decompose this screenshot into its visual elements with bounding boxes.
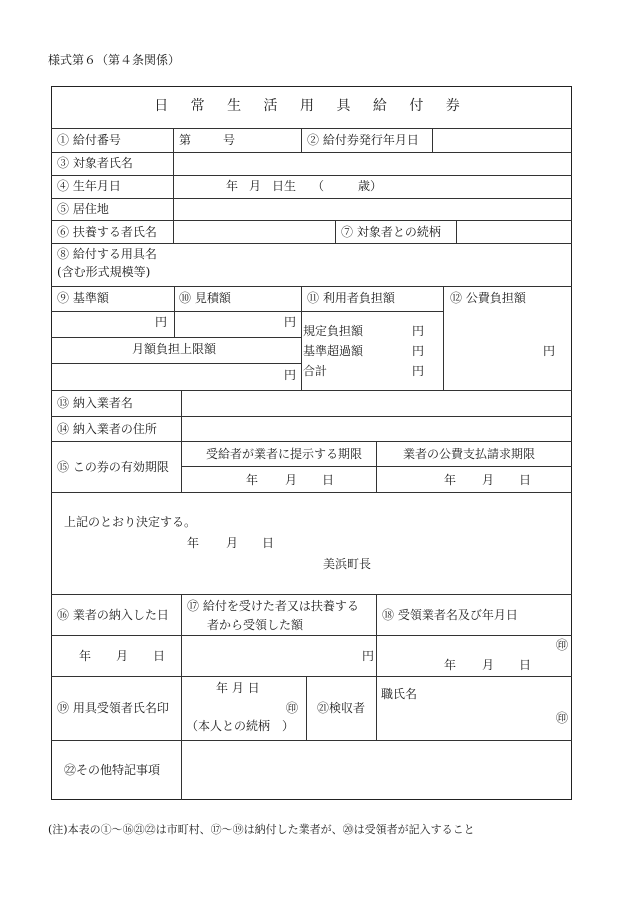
divider <box>432 128 433 152</box>
delivery-day: 日 <box>153 649 166 663</box>
divider <box>456 220 457 243</box>
divider <box>301 128 302 152</box>
seal-mark: ㊞ <box>286 701 299 715</box>
relation-label: ⑦ 対象者との続柄 <box>341 225 441 239</box>
recipient-name-label: ③ 対象者氏名 <box>57 156 133 170</box>
birth-day: 日生 <box>272 179 297 193</box>
divider <box>51 416 572 417</box>
decision-text: 上記のとおり決定する。 <box>64 515 197 529</box>
user-burden-label: ⑪ 利用者負担額 <box>307 291 395 305</box>
yen-unit: 円 <box>412 364 425 378</box>
delivery-date-label: ⑯ 業者の納入した日 <box>57 608 169 622</box>
vendor-year: 年 <box>444 658 457 672</box>
divider <box>51 594 572 595</box>
divider <box>306 676 307 740</box>
present-year: 年 <box>246 473 259 487</box>
vendor-day: 日 <box>519 658 532 672</box>
prescribed-burden-label: 規定負担額 <box>303 324 364 338</box>
divider <box>181 594 182 800</box>
yen-unit: 円 <box>284 315 297 329</box>
issue-date-label: ② 給付券発行年月日 <box>307 133 419 147</box>
divider <box>51 128 572 129</box>
divider <box>51 363 301 364</box>
present-month: 月 <box>285 473 298 487</box>
divider <box>51 390 572 391</box>
equipment-name-label: ⑧ 給付する用具名 <box>57 247 157 261</box>
seal-mark: ㊞ <box>556 638 569 652</box>
seal-mark: ㊞ <box>556 711 569 725</box>
number-prefix: 第 <box>179 133 192 147</box>
validity-label: ⑮ この券の有効期限 <box>57 460 169 474</box>
divider <box>51 492 572 493</box>
total-label: 合計 <box>303 364 328 378</box>
age-open: （ <box>312 179 325 193</box>
received-amount-label: ⑰ 給付を受けた者又は扶養する <box>187 599 359 613</box>
monthly-cap-label: 月額負担上限額 <box>132 342 217 356</box>
remarks-label: ㉒その他特記事項 <box>64 763 161 777</box>
form-number-label: 様式第６（第４条関係） <box>48 53 181 67</box>
estimate-amount-label: ⑩ 見積額 <box>179 291 231 305</box>
divider <box>51 676 572 677</box>
decision-day: 日 <box>262 536 275 550</box>
vendor-address-label: ⑭ 納入業者の住所 <box>57 422 157 436</box>
relation-to-self: （本人との続柄 ） <box>186 719 295 733</box>
decision-year: 年 <box>187 536 200 550</box>
vendor-month: 月 <box>482 658 495 672</box>
birth-date-label: ④ 生年月日 <box>57 179 121 193</box>
number-suffix: 号 <box>223 133 236 147</box>
delivery-year: 年 <box>79 649 92 663</box>
yen-unit: 円 <box>284 368 297 382</box>
divider <box>301 286 302 390</box>
public-burden-label: ⑫ 公費負担額 <box>450 291 526 305</box>
claim-month: 月 <box>482 473 495 487</box>
footnote: (注)本表の①～⑯㉑㉒は市町村、⑰～⑲は納付した業者が、⑳は受領者が記入すること <box>48 823 475 836</box>
issuer-name: 美浜町長 <box>323 557 372 571</box>
claim-deadline-label: 業者の公費支払請求期限 <box>403 447 536 461</box>
yen-unit: 円 <box>412 344 425 358</box>
standard-amount-label: ⑨ 基準額 <box>57 291 109 305</box>
recipient-seal-label: ⑲ 用具受領者氏名印 <box>57 701 169 715</box>
divider <box>51 286 572 287</box>
divider <box>51 152 572 153</box>
vendor-name-label: ⑬ 納入業者名 <box>57 396 133 410</box>
yen-unit: 円 <box>362 649 375 663</box>
yen-unit: 円 <box>412 324 425 338</box>
received-amount-label-2: 者から受領した額 <box>207 618 304 632</box>
divider <box>376 441 377 492</box>
decision-month: 月 <box>226 536 239 550</box>
divider <box>443 286 444 390</box>
divider <box>51 337 301 338</box>
divider <box>174 286 175 337</box>
guardian-name-label: ⑥ 扶養する者氏名 <box>57 225 157 239</box>
residence-label: ⑤ 居住地 <box>57 202 109 216</box>
birth-year: 年 <box>226 179 239 193</box>
age-close: 歳） <box>358 179 383 193</box>
claim-year: 年 <box>444 473 457 487</box>
inspector-label: ㉑検収者 <box>317 701 366 715</box>
present-day: 日 <box>322 473 335 487</box>
divider <box>376 676 377 740</box>
divider <box>181 390 182 492</box>
divider <box>51 198 572 199</box>
divider <box>51 243 572 244</box>
claim-day: 日 <box>519 473 532 487</box>
title-name-label: 職氏名 <box>381 687 418 701</box>
divider <box>173 128 174 243</box>
divider <box>51 635 572 636</box>
yen-unit: 円 <box>155 315 168 329</box>
excess-amount-label: 基準超過額 <box>303 344 364 358</box>
present-deadline-label: 受給者が業者に提示する期限 <box>206 447 363 461</box>
vendor-date-label: ⑱ 受領業者名及び年月日 <box>382 608 518 622</box>
equipment-spec-label: (含む形式規模等) <box>57 265 151 279</box>
divider <box>376 594 377 676</box>
benefit-number-label: ① 給付番号 <box>57 133 121 147</box>
divider <box>335 220 336 243</box>
delivery-month: 月 <box>116 649 129 663</box>
divider <box>51 175 572 176</box>
form-title: 日 常 生 活 用 具 給 付 券 <box>154 98 469 114</box>
divider <box>51 740 572 741</box>
divider <box>51 311 443 312</box>
voucher-form <box>51 86 572 800</box>
divider <box>51 220 572 221</box>
divider <box>51 441 572 442</box>
yen-unit: 円 <box>543 344 556 358</box>
birth-month: 月 <box>249 179 262 193</box>
receipt-date: 年 月 日 <box>216 681 260 695</box>
